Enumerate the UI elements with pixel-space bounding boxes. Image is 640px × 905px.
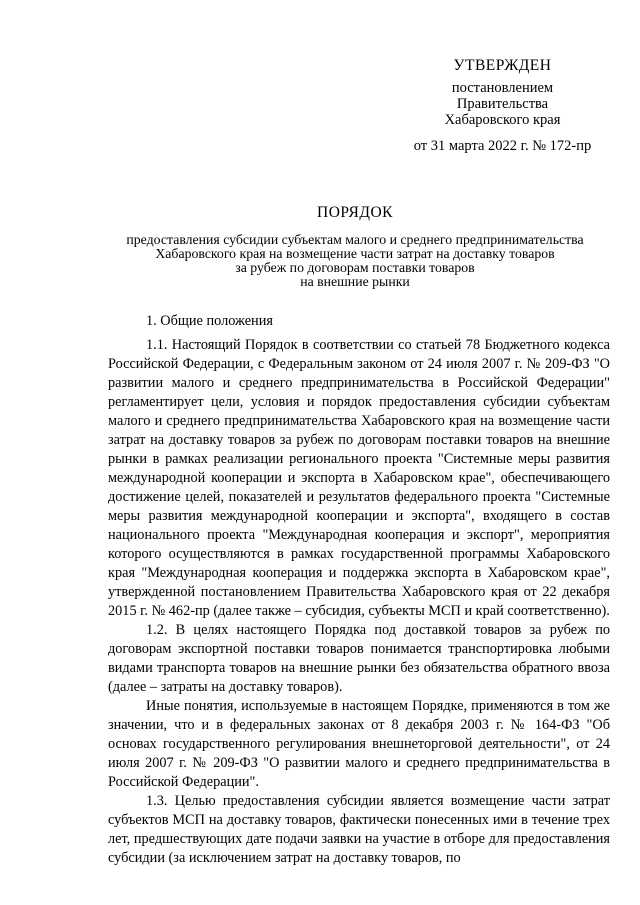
document-subtitle-line: на внешние рынки xyxy=(300,274,410,289)
section-heading: 1. Общие положения xyxy=(146,313,273,329)
paragraph-1-2: 1.2. В целях настоящего Порядка под доставкой товаров за рубеж по договорам экспортной поставки товаров понимается транспортировка любыми видами транспорта товаров на внешние рынки без обязательства обратного ввоза (далее – затраты на доставку товаров). xyxy=(108,622,610,695)
paragraph-1-1: 1.1. Настоящий Порядок в соответствии со статьей 78 Бюджетного кодекса Российской Федерации, с Федеральным законом от 24 июля 2007 г. № 209-ФЗ "О развитии малого и среднего предпринимательства в Российской Федерации" регламентирует цели, условия и порядок предоставления субсидии субъектам малого и среднего предпринимательства Хабаровского края на возмещение части затрат на доставку товаров за рубеж по договорам поставки товаров на внешние рынки в рамках реализации регионального проекта "Системные меры развития международной кооперации и экспорта в Хабаровском крае", обеспечивающего достижение целей, показателей и результатов федерального проекта "Системные меры развития международной кооперации и экспорта", входящего в состав национального проекта "Международная кооперация и экспорт", мероприятия которого осуществляются в рамках государственной программы Хабаровского края "Международная кооперация и поддержка экспорта в Хабаровском крае", утвержденной постановлением Правительства Хабаровского края от 22 декабря 2015 г. № 462-пр (далее также – субсидия, субъекты МСП и край соответственно). xyxy=(108,337,610,619)
document-subtitle-line: за рубеж по договорам поставки товаров xyxy=(235,260,475,275)
approval-date: от 31 марта 2022 г. № 172-пр xyxy=(413,138,592,154)
approval-block xyxy=(395,58,610,154)
paragraph-1-3: 1.3. Целью предоставления субсидии является возмещение части затрат субъектов МСП на доставку товаров, фактически понесенных ими в течение трех лет, предшествующих дате подачи заявки на участие в отборе для предоставления субсидии (за исключением затрат на доставку товаров, по xyxy=(108,793,610,866)
paragraph-other-terms: Иные понятия, используемые в настоящем Порядке, применяются в том же значении, что и в федеральных законах от 8 декабря 2003 г. № 164-ФЗ "Об основах государственного регулирования внешнеторговой деятельности", от 24 июля 2007 г. № 209-ФЗ "О развитии малого и среднего предпринимательства в Российской Федерации". xyxy=(108,698,610,790)
document-title: ПОРЯДОК xyxy=(317,204,393,221)
approval-line: Хабаровского края xyxy=(444,112,561,128)
approval-line: постановлением xyxy=(451,80,554,96)
approval-line: Правительства xyxy=(456,96,549,112)
document-subtitle-line: предоставления субсидии субъектам малого и среднего предпринимательства xyxy=(126,232,584,247)
document-body xyxy=(108,312,610,868)
document-subtitle-line: Хабаровского края на возмещение части затрат на доставку товаров xyxy=(155,246,555,261)
document-title-block xyxy=(105,204,605,289)
approval-heading: УТВЕРЖДЕН xyxy=(453,57,552,74)
